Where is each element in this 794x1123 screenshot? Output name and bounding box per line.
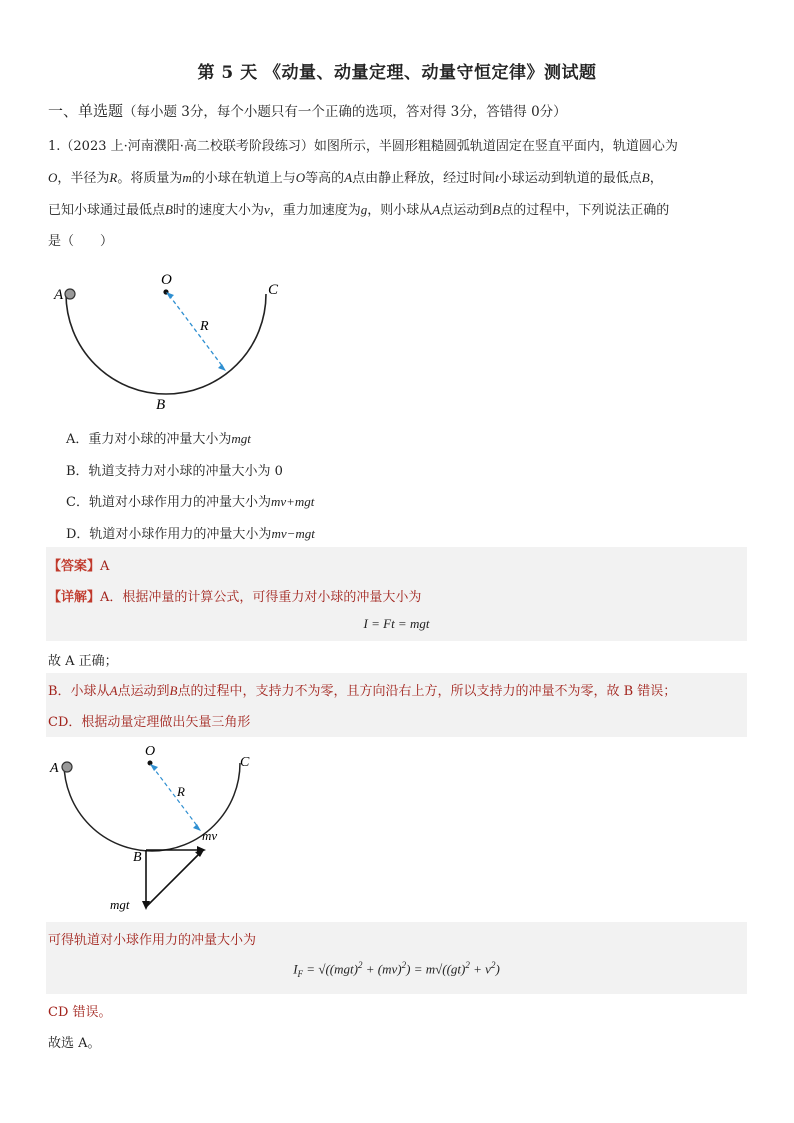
label-o: O <box>161 272 172 288</box>
svg-text:C: C <box>240 755 250 770</box>
option-a: A．重力对小球的冲量大小为mgt <box>66 431 251 447</box>
line-b: B．小球从A点运动到B点的过程中，支持力不为零，且方向沿右上方，所以支持力的冲量不为零，故 B 错误； <box>48 683 677 699</box>
question-1-stem <box>48 131 748 257</box>
line-result: 可得轨道对小球作用力的冲量大小为 <box>48 933 257 948</box>
option-b: B．轨道支持力对小球的冲量大小为 0 <box>66 464 283 479</box>
answer-line: 【答案】A <box>48 559 110 574</box>
line-final: 故选 A。 <box>48 1036 101 1051</box>
line-cd-wrong: CD 错误。 <box>48 1005 112 1020</box>
label-a: A <box>54 287 64 303</box>
svg-text:A: A <box>50 761 59 776</box>
ball-icon <box>62 762 72 772</box>
resultant-vector <box>146 854 199 907</box>
equation-impulse-gravity: I = Ft = mgt <box>363 616 430 631</box>
section-title: 一、单选题 <box>48 102 124 120</box>
question-1-line-4: 是（ ） <box>48 234 114 249</box>
semicircle-track-figure <box>48 262 293 412</box>
svg-text:B: B <box>133 850 142 865</box>
ball-icon <box>65 289 75 299</box>
label-r: R <box>200 319 209 334</box>
svg-text:mgt: mgt <box>110 897 130 912</box>
section-note: （每小题 3分，每个小题只有一个正确的选项，答对得 3分，答错得 0分） <box>123 104 567 120</box>
detail-line-1: 【详解】A．根据冲量的计算公式，可得重力对小球的冲量大小为 <box>48 590 422 605</box>
page-title: 第 5 天 《动量、动量定理、动量守恒定律》测试题 <box>197 63 597 83</box>
label-c: C <box>268 282 279 298</box>
line-cd: CD．根据动量定理做出矢量三角形 <box>48 715 251 730</box>
radius-line <box>169 295 223 367</box>
svg-text:R: R <box>177 784 185 799</box>
option-d: D．轨道对小球作用力的冲量大小为mv−mgt <box>66 526 315 542</box>
label-b: B <box>156 397 166 412</box>
question-1-line-3: 已知小球通过最低点B时的速度大小为v，重力加速度为g，则小球从A点运动到B点的过程中，下列说法正确的 <box>48 202 670 218</box>
question-1-line-2: O，半径为R。将质量为m的小球在轨道上与O等高的A点由静止释放，经过时间t小球运动到轨道的最低点B， <box>48 170 663 186</box>
equation-impulse-track: $I_F = √((mgt)^2 + (mv)^2) = m√((gt)^2 + v^2)$ <box>293 960 500 979</box>
svg-text:mv: mv <box>202 828 218 843</box>
svg-text:O: O <box>145 744 156 759</box>
vector-triangle-figure <box>48 739 253 917</box>
option-c: C．轨道对小球作用力的冲量大小为mv+mgt <box>66 494 315 510</box>
section-heading <box>48 100 567 121</box>
question-1-line-1: 1.（2023 上·河南濮阳·高二校联考阶段练习）如图所示，半圆形粗糙圆弧轨道固定在竖直平面内，轨道圆心为 <box>48 139 678 154</box>
track-arc <box>66 294 266 394</box>
line-a-correct: 故 A 正确； <box>48 654 118 669</box>
